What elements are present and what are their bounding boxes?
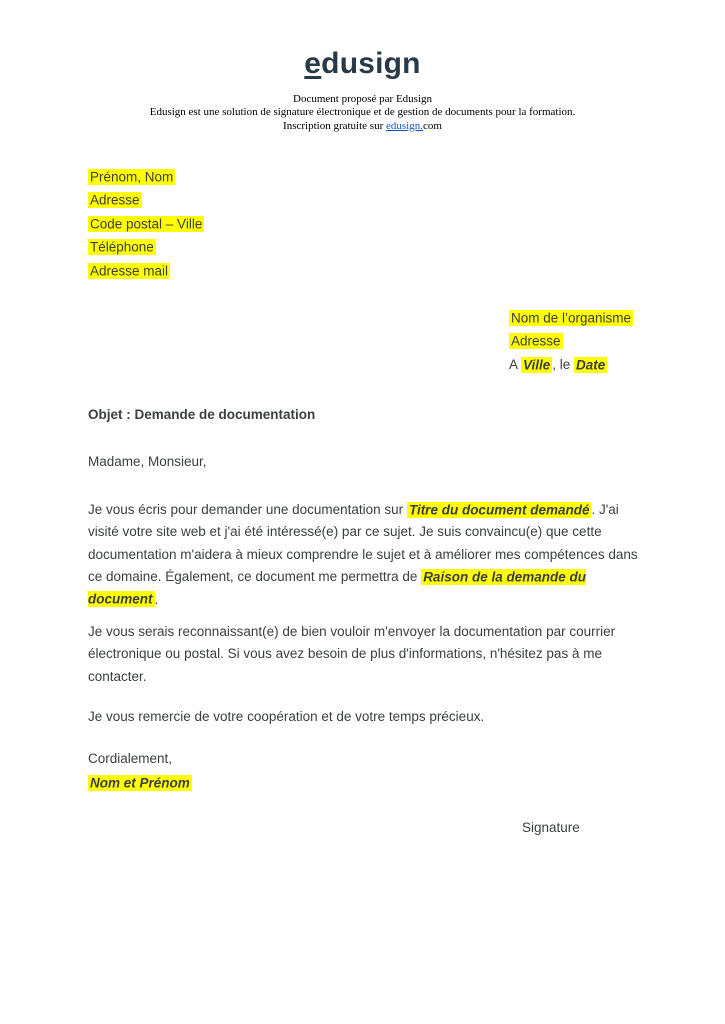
body-text: . J'ai visité votre site web et j'ai été intéressé(e) par ce sujet. Je suis convaincu(e) que cette documentation m'aidera à mieux comprendre le sujet et à améliorer mes compétences dans ce domaine. Également, ce document me permettra de [88, 502, 638, 585]
header-line-1: Document proposé par Edusign [293, 93, 432, 105]
recipient-organization-field: Nom de l’organisme [511, 310, 632, 325]
recipient-block [509, 309, 633, 380]
logo-text: dusign [321, 47, 421, 80]
name-placeholder-field: Nom et Prénom [90, 775, 190, 790]
body-text: Je vous remercie de votre coopération et de votre temps précieux. [88, 709, 485, 724]
closing-regards: Cordialement, [88, 751, 173, 766]
sender-field-line [88, 239, 204, 257]
signature-label: Signature [522, 820, 580, 835]
body-text: Je vous écris pour demander une documentation sur [88, 502, 407, 517]
highlighted-field: Code postal – Ville [90, 216, 203, 232]
logo-underlined-e: e [304, 47, 322, 80]
header-line-3 [0, 120, 725, 133]
sender-field-line [88, 215, 204, 233]
placeholder-highlight: Raison de la demande du document [88, 569, 586, 607]
sender-field-line [88, 168, 204, 186]
paragraph-2 [88, 621, 644, 688]
highlighted-field: Adresse mail [90, 263, 169, 279]
sender-field-line [88, 192, 204, 210]
paragraph-1 [88, 499, 644, 611]
date-line [509, 356, 633, 374]
body-text: . [154, 591, 159, 607]
recipient-organization-line [509, 309, 633, 327]
sender-block [88, 168, 204, 286]
subject-line: Objet : Demande de documentation [88, 407, 316, 422]
highlighted-field: Adresse [90, 192, 140, 208]
salutation: Madame, Monsieur, [88, 454, 207, 469]
recipient-address-field: Adresse [511, 333, 561, 349]
paragraph-3 [88, 706, 644, 728]
sender-field-line [88, 262, 204, 280]
placeholder-highlight: Ville [523, 357, 551, 373]
edusign-logo [0, 47, 725, 81]
placeholder-highlight: Titre du document demandé [408, 502, 590, 517]
body-text: A [509, 357, 522, 373]
header-note [0, 93, 725, 133]
header-line-3-prefix: Inscription gratuite sur [283, 119, 386, 132]
edusign-link[interactable]: edusign. [386, 119, 423, 132]
header-line-3-suffix: com [422, 119, 442, 132]
body-text: Je vous serais reconnaissant(e) de bien vouloir m'envoyer la documentation par courrier électronique ou postal. Si vous avez besoin de plus d'informations, n'hésitez pas à me contacter. [88, 624, 616, 684]
highlighted-field: Prénom, Nom [90, 169, 174, 184]
placeholder-highlight: Date [576, 357, 606, 373]
highlighted-field: Téléphone [90, 239, 154, 255]
header-line-2: Edusign est une solution de signature électronique et de gestion de documents pour la formation. [149, 106, 576, 119]
body-text: , le [552, 357, 575, 373]
recipient-address-line [509, 333, 633, 351]
closing-name-line [88, 774, 192, 792]
